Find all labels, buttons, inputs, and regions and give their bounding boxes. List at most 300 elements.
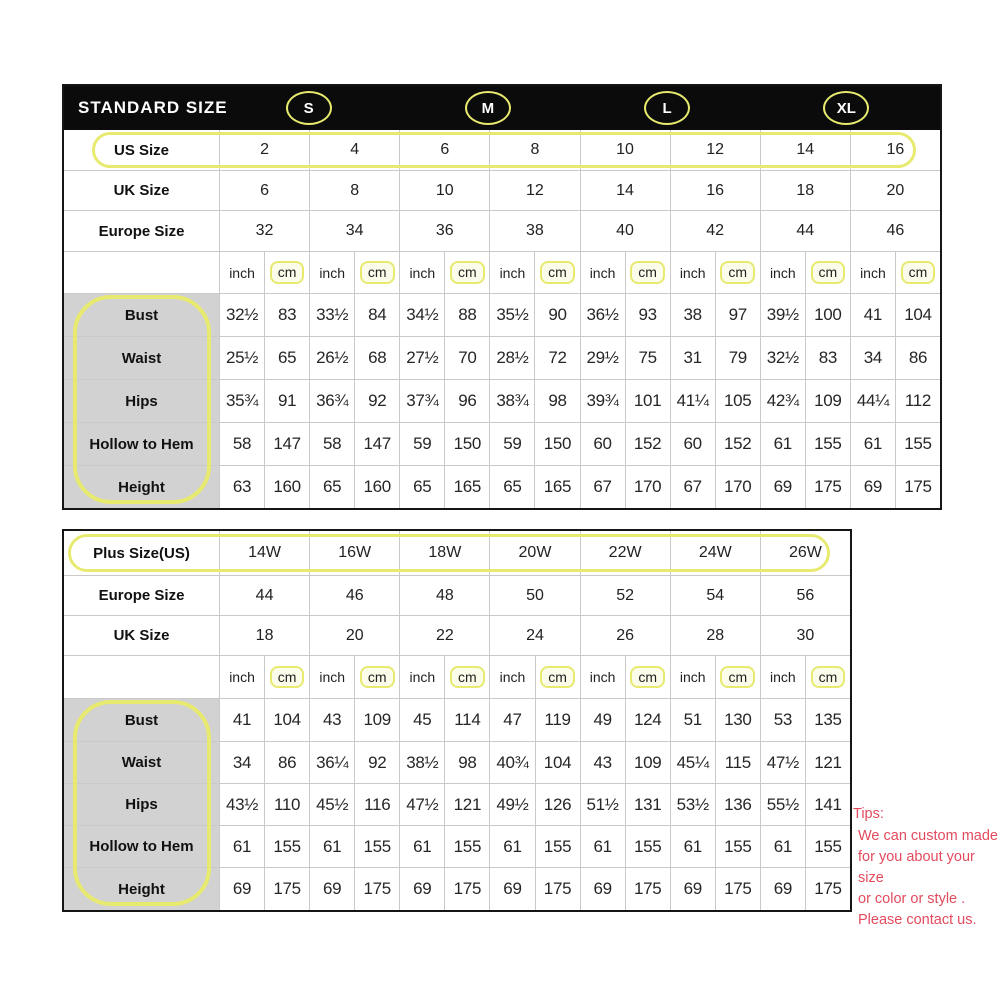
size-value-cell: 34 [309, 211, 399, 251]
measure-value-cell: 86 [264, 742, 309, 783]
size-value-cell: 26W [760, 531, 850, 575]
unit-cell-cm [264, 252, 309, 293]
unit-inch-label: inch [679, 264, 706, 281]
measure-value-cell: 45¼ [670, 742, 715, 783]
size-value-cell: 12 [670, 130, 760, 170]
measure-value-cell: 43½ [219, 784, 264, 825]
size-badge-xl: XL [823, 91, 869, 125]
size-value-cell: 32 [219, 211, 309, 251]
size-value-cell: 10 [399, 171, 489, 210]
unit-cell-inch [850, 252, 895, 293]
measure-value-cell: 63 [219, 466, 264, 508]
measure-value-cell: 160 [264, 466, 309, 508]
cm-highlight-box: cm [630, 666, 665, 689]
measure-row-height [64, 867, 850, 910]
measure-value-cell: 155 [625, 826, 670, 867]
size-value-cell: 14 [580, 171, 670, 210]
measure-value-cell: 175 [625, 868, 670, 910]
measure-value-cell: 131 [625, 784, 670, 825]
measure-value-cell: 45½ [309, 784, 354, 825]
cm-highlight-box: cm [360, 666, 395, 689]
unit-inch-label: inch [499, 669, 526, 685]
row-label-uk-size: UK Size [113, 627, 170, 644]
table-header-bar [64, 86, 940, 130]
measure-value-cell: 75 [625, 337, 670, 379]
unit-cell-cm [354, 656, 399, 698]
size-value-cell: 54 [670, 576, 760, 615]
measure-value-cell: 34½ [399, 294, 444, 336]
measure-value-cell: 165 [444, 466, 489, 508]
measure-value-cell: 61 [309, 826, 354, 867]
size-value-cell: 6 [399, 130, 489, 170]
measure-value-cell: 109 [354, 699, 399, 741]
row-label-us-size: US Size [113, 141, 170, 159]
unit-cell-cm [895, 252, 940, 293]
unit-cell-inch [489, 252, 534, 293]
measure-value-cell: 170 [715, 466, 760, 508]
unit-cell-cm [715, 656, 760, 698]
unit-inch-label: inch [860, 264, 886, 281]
size-value-cell: 16 [850, 130, 940, 170]
size-row-europe-size [64, 575, 850, 615]
unit-cell-inch [670, 252, 715, 293]
size-value-cell: 6 [219, 171, 309, 210]
size-value-cell: 20 [850, 171, 940, 210]
cm-highlight-box: cm [811, 666, 846, 689]
size-value-cell: 42 [670, 211, 760, 251]
measure-value-cell: 61 [399, 826, 444, 867]
size-value-cell: 24 [489, 616, 579, 655]
unit-inch-label: inch [409, 264, 436, 281]
row-label-europe-size: Europe Size [98, 222, 185, 240]
measure-value-cell: 38¾ [489, 380, 534, 422]
size-value-cell: 18 [219, 616, 309, 655]
unit-cell-cm [444, 252, 489, 293]
unit-cell-inch [760, 656, 805, 698]
measure-value-cell: 175 [264, 868, 309, 910]
size-value-cell: 10 [580, 130, 670, 170]
measure-value-cell: 43 [580, 742, 625, 783]
measure-row-hips [64, 379, 940, 422]
tips-line: or color or style . [858, 891, 966, 907]
unit-cell-inch [309, 656, 354, 698]
measure-value-cell: 39½ [760, 294, 805, 336]
measure-value-cell: 47 [489, 699, 534, 741]
measure-value-cell: 97 [715, 294, 760, 336]
unit-inch-label: inch [319, 669, 346, 685]
size-value-cell: 22 [399, 616, 489, 655]
measure-value-cell: 53½ [670, 784, 715, 825]
measure-value-cell: 165 [534, 466, 579, 508]
size-value-cell: 44 [219, 576, 309, 615]
measure-value-cell: 36¼ [309, 742, 354, 783]
size-value-cell: 38 [489, 211, 579, 251]
measure-value-cell: 58 [219, 423, 264, 465]
unit-cell-cm [534, 252, 579, 293]
measure-value-cell: 130 [715, 699, 760, 741]
cm-highlight-box: cm [540, 261, 575, 284]
measure-value-cell: 53 [760, 699, 805, 741]
measure-value-cell: 121 [444, 784, 489, 825]
size-value-cell: 16 [670, 171, 760, 210]
unit-cell-inch [489, 656, 534, 698]
measure-value-cell: 98 [534, 380, 579, 422]
measure-value-cell: 69 [850, 466, 895, 508]
measure-value-cell: 170 [625, 466, 670, 508]
measure-value-cell: 69 [399, 868, 444, 910]
size-value-cell: 36 [399, 211, 489, 251]
measure-value-cell: 96 [444, 380, 489, 422]
size-value-cell: 18W [399, 531, 489, 575]
measure-value-cell: 155 [535, 826, 580, 867]
measure-value-cell: 31 [670, 337, 715, 379]
row-label-hips: Hips [64, 380, 219, 422]
size-value-cell: 28 [670, 616, 760, 655]
size-value-cell: 4 [309, 130, 399, 170]
measure-value-cell: 79 [715, 337, 760, 379]
measure-value-cell: 155 [715, 826, 760, 867]
measure-value-cell: 91 [264, 380, 309, 422]
size-row-us-size [64, 130, 940, 170]
measure-value-cell: 109 [625, 742, 670, 783]
size-value-cell: 14 [760, 130, 850, 170]
measure-value-cell: 112 [895, 380, 940, 422]
measure-value-cell: 34 [850, 337, 895, 379]
cm-highlight-box: cm [270, 666, 305, 689]
size-value-cell: 12 [489, 171, 579, 210]
size-row-plus-size-us [64, 531, 850, 575]
measure-row-hollow-to-hem [64, 422, 940, 465]
measure-value-cell: 147 [354, 423, 399, 465]
size-value-cell: 16W [309, 531, 399, 575]
measure-value-cell: 65 [489, 466, 534, 508]
cm-highlight-box: cm [270, 261, 305, 284]
unit-inch-label: inch [679, 669, 706, 685]
measure-value-cell: 55½ [760, 784, 805, 825]
measure-value-cell: 150 [444, 423, 489, 465]
measure-value-cell: 37¾ [399, 380, 444, 422]
unit-inch-label: inch [589, 264, 616, 281]
size-value-cell: 18 [760, 171, 850, 210]
measure-value-cell: 38½ [399, 742, 444, 783]
measure-value-cell: 69 [489, 868, 534, 910]
measure-row-bust [64, 293, 940, 336]
unit-cell-cm [264, 656, 309, 698]
measure-value-cell: 155 [895, 423, 940, 465]
measure-value-cell: 160 [354, 466, 399, 508]
measure-value-cell: 84 [354, 294, 399, 336]
measure-value-cell: 119 [535, 699, 580, 741]
measure-value-cell: 39¾ [580, 380, 625, 422]
measure-value-cell: 83 [805, 337, 850, 379]
row-label-bust: Bust [64, 699, 219, 741]
measure-value-cell: 67 [580, 466, 625, 508]
row-label-height: Height [64, 466, 219, 508]
cm-highlight-box: cm [720, 666, 755, 689]
unit-row [64, 251, 940, 293]
measure-value-cell: 105 [715, 380, 760, 422]
measure-value-cell: 135 [805, 699, 850, 741]
measure-value-cell: 100 [805, 294, 850, 336]
unit-cell-inch [580, 656, 625, 698]
measure-value-cell: 152 [625, 423, 670, 465]
measure-value-cell: 33½ [309, 294, 354, 336]
unit-inch-label: inch [229, 669, 255, 685]
measure-value-cell: 70 [444, 337, 489, 379]
measure-value-cell: 121 [805, 742, 850, 783]
measure-value-cell: 175 [895, 466, 940, 508]
measure-value-cell: 175 [805, 466, 850, 508]
unit-cell-cm [715, 252, 760, 293]
measure-value-cell: 60 [670, 423, 715, 465]
row-label-plus-size-us: Plus Size(US) [93, 544, 190, 562]
size-value-cell: 50 [489, 576, 579, 615]
measure-value-cell: 101 [625, 380, 670, 422]
measure-value-cell: 38 [670, 294, 715, 336]
measure-value-cell: 90 [534, 294, 579, 336]
measure-value-cell: 51 [670, 699, 715, 741]
measure-row-hollow-to-hem [64, 825, 850, 867]
size-value-cell: 8 [309, 171, 399, 210]
unit-cell-inch [580, 252, 625, 293]
measure-value-cell: 155 [805, 826, 850, 867]
size-value-cell: 22W [580, 531, 670, 575]
measure-value-cell: 65 [309, 466, 354, 508]
size-value-cell: 46 [309, 576, 399, 615]
measure-value-cell: 36¾ [309, 380, 354, 422]
unit-cell-cm [625, 252, 670, 293]
measure-value-cell: 115 [715, 742, 760, 783]
size-value-cell: 20 [309, 616, 399, 655]
measure-value-cell: 32½ [219, 294, 264, 336]
size-badge-s: S [286, 91, 332, 125]
size-row-uk-size [64, 615, 850, 655]
measure-value-cell: 61 [580, 826, 625, 867]
tips-line: We can custom made [858, 828, 998, 844]
measure-value-cell: 65 [264, 337, 309, 379]
size-row-europe-size [64, 210, 940, 251]
measure-row-waist [64, 336, 940, 379]
measure-value-cell: 86 [895, 337, 940, 379]
measure-value-cell: 59 [399, 423, 444, 465]
measure-value-cell: 69 [760, 868, 805, 910]
measure-value-cell: 58 [309, 423, 354, 465]
unit-cell-cm [444, 656, 489, 698]
measure-value-cell: 25½ [219, 337, 264, 379]
row-label-bust: Bust [64, 294, 219, 336]
measure-row-hips [64, 783, 850, 825]
measure-value-cell: 35¾ [219, 380, 264, 422]
measure-value-cell: 175 [354, 868, 399, 910]
measure-value-cell: 109 [805, 380, 850, 422]
measure-value-cell: 51½ [580, 784, 625, 825]
measure-value-cell: 104 [264, 699, 309, 741]
measure-value-cell: 155 [354, 826, 399, 867]
size-value-cell: 44 [760, 211, 850, 251]
row-label-hollow-to-hem: Hollow to Hem [64, 826, 219, 867]
row-label-waist: Waist [64, 742, 219, 783]
tips-line: Please contact us. [858, 912, 977, 928]
measure-value-cell: 155 [264, 826, 309, 867]
measure-value-cell: 49½ [489, 784, 534, 825]
row-label-height: Height [64, 868, 219, 910]
size-value-cell: 52 [580, 576, 670, 615]
measure-value-cell: 34 [219, 742, 264, 783]
size-value-cell: 48 [399, 576, 489, 615]
unit-inch-label: inch [319, 264, 345, 281]
measure-row-bust [64, 698, 850, 741]
size-badge-m: M [465, 91, 511, 125]
measure-value-cell: 61 [760, 826, 805, 867]
cm-highlight-box: cm [540, 666, 575, 689]
size-value-cell: 40 [580, 211, 670, 251]
measure-value-cell: 29½ [580, 337, 625, 379]
measure-value-cell: 69 [309, 868, 354, 910]
measure-value-cell: 67 [670, 466, 715, 508]
unit-cell-inch [760, 252, 805, 293]
tips-title: Tips: [853, 806, 884, 822]
measure-value-cell: 104 [535, 742, 580, 783]
measure-value-cell: 59 [489, 423, 534, 465]
measure-value-cell: 61 [760, 423, 805, 465]
measure-value-cell: 26½ [309, 337, 354, 379]
measure-value-cell: 136 [715, 784, 760, 825]
unit-inch-label: inch [770, 669, 796, 685]
measure-value-cell: 175 [805, 868, 850, 910]
measure-value-cell: 104 [895, 294, 940, 336]
tips-line: for you about your size [858, 849, 975, 886]
measure-value-cell: 28½ [489, 337, 534, 379]
measure-value-cell: 41 [219, 699, 264, 741]
unit-inch-label: inch [499, 264, 526, 281]
measure-value-cell: 68 [354, 337, 399, 379]
unit-inch-label: inch [409, 669, 436, 685]
measure-value-cell: 61 [850, 423, 895, 465]
unit-cell-cm [535, 656, 580, 698]
measure-value-cell: 152 [715, 423, 760, 465]
unit-cell-inch [670, 656, 715, 698]
unit-cell-inch [219, 252, 264, 293]
size-value-cell: 26 [580, 616, 670, 655]
size-row-uk-size [64, 170, 940, 210]
cm-highlight-box: cm [720, 261, 755, 284]
unit-inch-label: inch [769, 264, 796, 281]
measure-value-cell: 72 [534, 337, 579, 379]
measure-value-cell: 110 [264, 784, 309, 825]
measure-value-cell: 69 [760, 466, 805, 508]
measure-value-cell: 155 [805, 423, 850, 465]
measure-value-cell: 47½ [760, 742, 805, 783]
cm-highlight-box: cm [901, 261, 936, 284]
row-label-hips: Hips [64, 784, 219, 825]
measure-value-cell: 47½ [399, 784, 444, 825]
unit-cell-inch [219, 656, 264, 698]
standard-size-table [62, 84, 942, 510]
measure-value-cell: 42¾ [760, 380, 805, 422]
size-value-cell: 2 [219, 130, 309, 170]
cm-highlight-box: cm [450, 666, 485, 689]
measure-value-cell: 92 [354, 742, 399, 783]
unit-cell-inch [399, 252, 444, 293]
measure-value-cell: 124 [625, 699, 670, 741]
measure-value-cell: 43 [309, 699, 354, 741]
measure-value-cell: 126 [535, 784, 580, 825]
measure-value-cell: 116 [354, 784, 399, 825]
measure-value-cell: 61 [219, 826, 264, 867]
measure-value-cell: 175 [715, 868, 760, 910]
measure-row-height [64, 465, 940, 508]
unit-cell-cm [805, 252, 850, 293]
unit-row-label-blank [64, 656, 219, 698]
cm-highlight-box: cm [811, 261, 846, 284]
size-value-cell: 30 [760, 616, 850, 655]
table-title: STANDARD SIZE [78, 98, 228, 117]
measure-value-cell: 41 [850, 294, 895, 336]
measure-value-cell: 175 [535, 868, 580, 910]
size-value-cell: 20W [489, 531, 579, 575]
measure-value-cell: 83 [264, 294, 309, 336]
measure-value-cell: 27½ [399, 337, 444, 379]
measure-value-cell: 175 [444, 868, 489, 910]
row-label-waist: Waist [64, 337, 219, 379]
measure-value-cell: 41¼ [670, 380, 715, 422]
size-value-cell: 14W [219, 531, 309, 575]
measure-value-cell: 40¾ [489, 742, 534, 783]
row-label-hollow-to-hem: Hollow to Hem [64, 423, 219, 465]
tips-note [853, 804, 999, 931]
measure-value-cell: 32½ [760, 337, 805, 379]
measure-value-cell: 69 [670, 868, 715, 910]
unit-cell-inch [399, 656, 444, 698]
plus-size-table [62, 529, 852, 912]
unit-cell-cm [805, 656, 850, 698]
unit-cell-inch [309, 252, 354, 293]
measure-value-cell: 98 [444, 742, 489, 783]
unit-cell-cm [354, 252, 399, 293]
measure-value-cell: 61 [489, 826, 534, 867]
unit-row-label-blank [64, 252, 219, 293]
measure-value-cell: 36½ [580, 294, 625, 336]
row-label-uk-size: UK Size [113, 182, 170, 199]
unit-row [64, 655, 850, 698]
measure-value-cell: 93 [625, 294, 670, 336]
measure-value-cell: 88 [444, 294, 489, 336]
unit-inch-label: inch [589, 669, 616, 685]
measure-value-cell: 35½ [489, 294, 534, 336]
measure-value-cell: 49 [580, 699, 625, 741]
size-value-cell: 24W [670, 531, 760, 575]
measure-value-cell: 44¼ [850, 380, 895, 422]
unit-inch-label: inch [229, 264, 255, 281]
measure-value-cell: 147 [264, 423, 309, 465]
unit-cell-cm [625, 656, 670, 698]
size-value-cell: 8 [489, 130, 579, 170]
cm-highlight-box: cm [450, 261, 485, 284]
cm-highlight-box: cm [360, 261, 395, 284]
size-value-cell: 56 [760, 576, 850, 615]
measure-value-cell: 114 [444, 699, 489, 741]
size-badge-l: L [644, 91, 690, 125]
measure-value-cell: 65 [399, 466, 444, 508]
measure-row-waist [64, 741, 850, 783]
measure-value-cell: 60 [580, 423, 625, 465]
tips-lines [853, 826, 999, 931]
size-value-cell: 46 [850, 211, 940, 251]
measure-value-cell: 61 [670, 826, 715, 867]
measure-value-cell: 155 [444, 826, 489, 867]
measure-value-cell: 92 [354, 380, 399, 422]
row-label-europe-size: Europe Size [98, 587, 185, 604]
